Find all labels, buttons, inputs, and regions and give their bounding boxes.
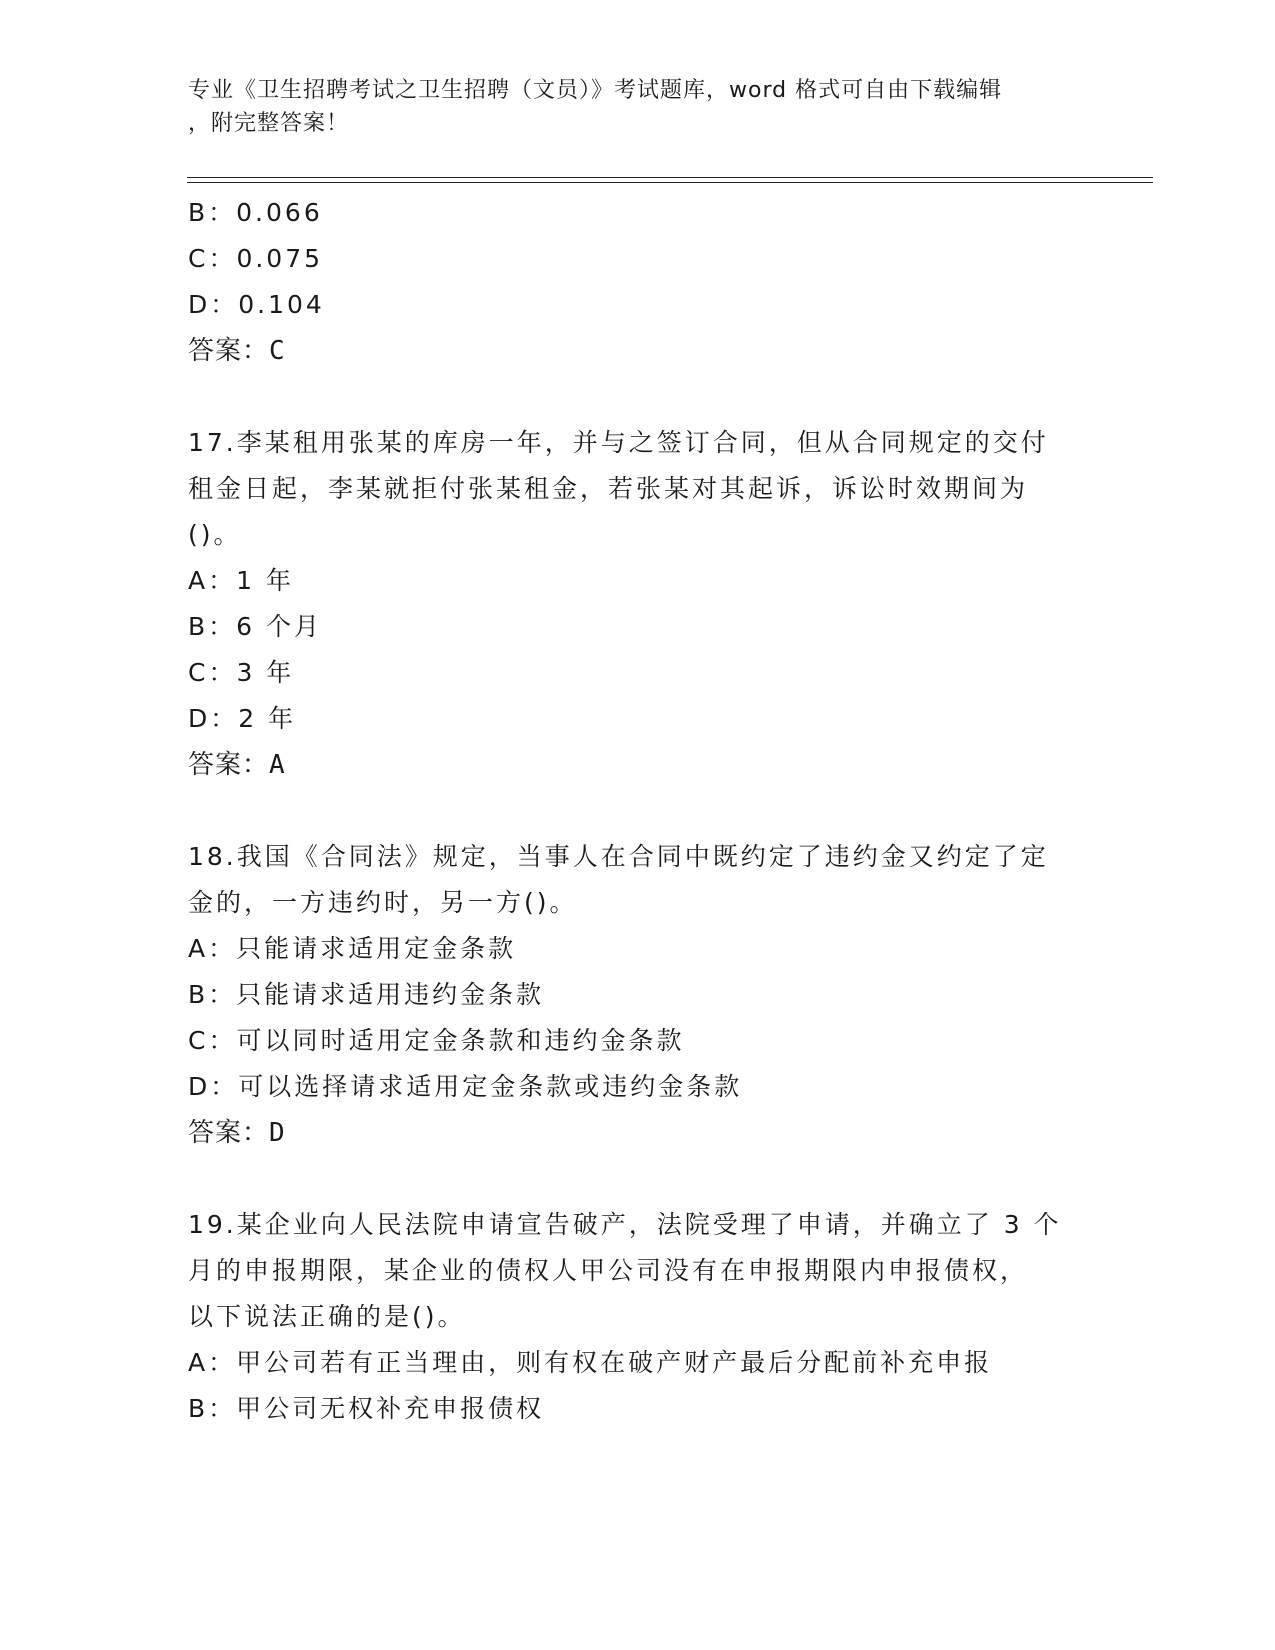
question-text-line: ()。 xyxy=(188,520,242,549)
option-a: A：只能请求适用定金条款 xyxy=(188,934,517,963)
question-text-line: 金的，一方违约时，另一方()。 xyxy=(188,888,578,917)
header-rule-bottom xyxy=(187,182,1153,183)
question-text-line: 租金日起，李某就拒付张某租金，若张某对其起诉，诉讼时效期间为 xyxy=(188,474,1029,503)
answer-value: D xyxy=(269,1118,286,1148)
question-18 xyxy=(188,834,1088,1156)
option-d: D：可以选择请求适用定金条款或违约金条款 xyxy=(188,1072,743,1101)
answer-line xyxy=(188,742,1088,788)
option-d: D：2 年 xyxy=(188,704,297,733)
option-b: B：只能请求适用违约金条款 xyxy=(188,980,545,1009)
question-17 xyxy=(188,420,1088,788)
question-content xyxy=(188,190,1088,1432)
option-c: C：可以同时适用定金条款和违约金条款 xyxy=(188,1026,685,1055)
question-text-line: 17.李某租用张某的库房一年，并与之签订合同，但从合同规定的交付 xyxy=(188,428,1049,457)
header-line-2: ，附完整答案！ xyxy=(188,111,350,136)
question-19 xyxy=(188,1202,1088,1432)
header-rule-top xyxy=(187,177,1153,178)
option-b: B：6 个月 xyxy=(188,612,323,641)
answer-label: 答案： xyxy=(188,336,270,366)
question-text-line: 月的申报期限，某企业的债权人甲公司没有在申报期限内申报债权， xyxy=(188,1256,1029,1285)
answer-value: A xyxy=(269,750,286,780)
question-text-line: 19.某企业向人民法院申请宣告破产，法院受理了申请，并确立了 3 个 xyxy=(188,1210,1062,1239)
answer-value: C xyxy=(269,336,286,366)
option-c: C：3 年 xyxy=(188,658,295,687)
prev-question xyxy=(188,190,1088,374)
answer-label: 答案： xyxy=(188,1118,270,1148)
header-line-1: 专业《卫生招聘考试之卫生招聘（文员）》考试题库，word 格式可自由下载编辑 xyxy=(188,78,1003,103)
answer-line xyxy=(188,1110,1088,1156)
question-text-line: 以下说法正确的是()。 xyxy=(188,1302,466,1331)
option-d: D：0.104 xyxy=(188,290,325,319)
option-a: A：1 年 xyxy=(188,566,294,595)
option-b: B：0.066 xyxy=(188,198,323,227)
document-header xyxy=(188,74,1068,140)
question-text-line: 18.我国《合同法》规定，当事人在合同中既约定了违约金又约定了定 xyxy=(188,842,1049,871)
option-a: A：甲公司若有正当理由，则有权在破产财产最后分配前补充申报 xyxy=(188,1348,993,1377)
answer-label: 答案： xyxy=(188,750,270,780)
option-b: B：甲公司无权补充申报债权 xyxy=(188,1394,545,1423)
option-c: C：0.075 xyxy=(188,244,324,273)
answer-line xyxy=(188,328,1088,374)
